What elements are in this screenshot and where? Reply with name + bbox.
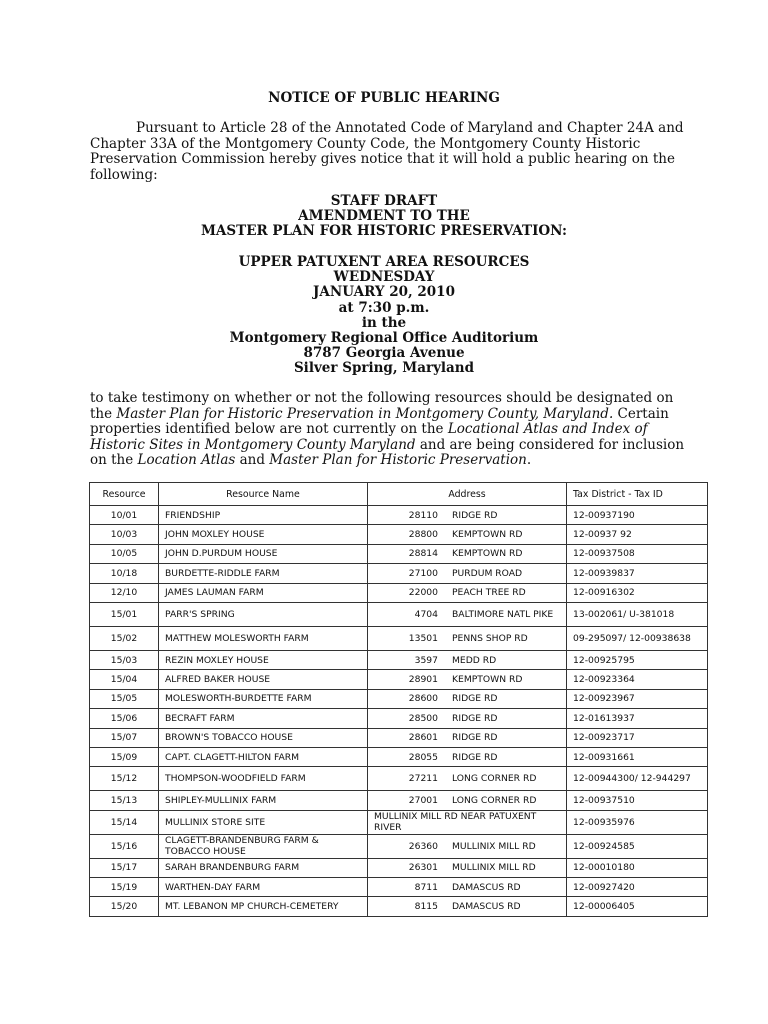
intro-paragraph (90, 121, 690, 183)
address-number: 4704 (414, 608, 438, 620)
address-number: 28814 (408, 548, 438, 560)
address-street: RIDGE RD (452, 693, 498, 705)
resource-name: ALFRED BAKER HOUSE (159, 670, 368, 689)
resource-id: 15/04 (90, 670, 159, 689)
address-wrap (374, 732, 560, 743)
table-row (90, 858, 708, 877)
resource-id: 15/03 (90, 650, 159, 669)
resource-address (368, 602, 567, 626)
address-number: 28110 (408, 509, 438, 521)
tax-id: 12-00937508 (567, 544, 708, 563)
address-street: BALTIMORE NATL PIKE (452, 608, 554, 620)
address-wrap (374, 713, 560, 724)
address-number: 28601 (408, 732, 438, 744)
address-wrap (374, 609, 560, 620)
resource-id: 12/10 (90, 583, 159, 602)
resource-name: JOHN MOXLEY HOUSE (159, 525, 368, 544)
resource-address (368, 834, 567, 858)
tax-id: 12-00924585 (567, 834, 708, 858)
resource-id: 15/14 (90, 810, 159, 834)
resource-address (368, 583, 567, 602)
address-number: 27100 (408, 567, 438, 579)
table-row (90, 834, 708, 858)
heading-line: STAFF DRAFT (330, 193, 438, 209)
address-number: 26301 (408, 862, 438, 874)
address-number: 28500 (408, 712, 438, 724)
address-number: 3597 (414, 654, 438, 666)
resource-name: REZIN MOXLEY HOUSE (159, 650, 368, 669)
resource-address (368, 810, 567, 834)
resource-address (368, 878, 567, 897)
address-number: 26360 (408, 840, 438, 852)
tax-id: 12-00923967 (567, 689, 708, 708)
resource-name: MULLINIX STORE SITE (159, 810, 368, 834)
testimony-text: . (526, 452, 532, 468)
address-street: LONG CORNER RD (452, 794, 537, 806)
tax-id: 12-00937190 (567, 506, 708, 525)
hearing-line: in the (361, 314, 407, 331)
tax-id: 12-00944300/ 12-944297 (567, 767, 708, 791)
testimony-text: and are being considered for inclusion on the (90, 436, 685, 468)
address-street: PURDUM ROAD (452, 567, 523, 579)
address-wrap (374, 901, 560, 912)
resource-address (368, 728, 567, 747)
table-row (90, 602, 708, 626)
address-number: 8115 (414, 901, 438, 913)
address-street: DAMASCUS RD (452, 901, 521, 913)
intro-text: Pursuant to Article 28 of the Annotated Code of Maryland and Chapter 24A and Chapter 33A of the Montgomery County Code, the Montgomery County Historic Preservation Commission hereby gives notice that it will hold a public hearing on the following: (90, 120, 684, 183)
resource-name: MOLESWORTH-BURDETTE FARM (159, 689, 368, 708)
resource-id: 15/12 (90, 767, 159, 791)
resource-address (368, 747, 567, 766)
resource-id: 15/17 (90, 858, 159, 877)
address-wrap (374, 795, 560, 806)
address-number: 8711 (414, 881, 438, 893)
address-wrap (374, 773, 560, 784)
resource-id: 10/18 (90, 564, 159, 583)
table-row (90, 689, 708, 708)
tax-id: 12-00927420 (567, 878, 708, 897)
resource-id: 10/05 (90, 544, 159, 563)
heading-line: MASTER PLAN FOR HISTORIC PRESERVATION: (200, 223, 567, 240)
resource-address (368, 506, 567, 525)
resource-address (368, 564, 567, 583)
table-row (90, 525, 708, 544)
tax-id: 12-00935976 (567, 810, 708, 834)
resource-name: WARTHEN-DAY FARM (159, 878, 368, 897)
table-row (90, 878, 708, 897)
address-wrap (374, 752, 560, 763)
testimony-italic: Master Plan for Historic Preservation in Montgomery County, Maryland. (116, 405, 614, 422)
address-wrap (374, 693, 560, 704)
resource-name: BROWN'S TOBACCO HOUSE (159, 728, 368, 747)
resource-address (368, 544, 567, 563)
resource-address (368, 689, 567, 708)
address-number: 27001 (408, 794, 438, 806)
resource-name: BECRAFT FARM (159, 709, 368, 728)
address-wrap (374, 548, 560, 559)
hearing-date: JANUARY 20, 2010 (313, 284, 455, 301)
testimony-text: to take testimony on whether or not the following resources should be designated on the (90, 390, 674, 422)
address-street: KEMPTOWN RD (452, 674, 523, 686)
tax-id: 12-00937 92 (567, 525, 708, 544)
resource-id: 15/16 (90, 834, 159, 858)
table-row (90, 728, 708, 747)
table-row (90, 506, 708, 525)
resource-id: 15/09 (90, 747, 159, 766)
tax-id: 12-00916302 (567, 583, 708, 602)
address-number: 28901 (408, 674, 438, 686)
table-row (90, 670, 708, 689)
address-street: RIDGE RD (452, 751, 498, 763)
address-street: RIDGE RD (452, 712, 498, 724)
address-street: KEMPTOWN RD (452, 548, 523, 560)
resource-name: SARAH BRANDENBURG FARM (159, 858, 368, 877)
address-wrap (374, 862, 560, 873)
table-row (90, 810, 708, 834)
table-body (90, 506, 708, 917)
resource-name: PARR'S SPRING (159, 602, 368, 626)
address-wrap (374, 811, 560, 833)
address-street: KEMPTOWN RD (452, 529, 523, 541)
address-wrap (374, 633, 560, 644)
table-row (90, 897, 708, 916)
address-street: RIDGE RD (452, 509, 498, 521)
hearing-address: 8787 Georgia Avenue (303, 345, 465, 362)
resource-name: SHIPLEY-MULLINIX FARM (159, 791, 368, 810)
address-wrap (374, 882, 560, 893)
hearing-venue: Montgomery Regional Office Auditorium (229, 330, 539, 347)
tax-id: 12-00010180 (567, 858, 708, 877)
testimony-italic: Location Atlas (137, 452, 236, 468)
resource-id: 15/01 (90, 602, 159, 626)
resource-address (368, 709, 567, 728)
header-resource: Resource (90, 483, 159, 506)
address-street: MEDD RD (452, 654, 497, 666)
address-wrap (374, 529, 560, 540)
table-row (90, 544, 708, 563)
resource-address (368, 897, 567, 916)
table-row (90, 650, 708, 669)
hearing-line: UPPER PATUXENT AREA RESOURCES (238, 254, 530, 270)
table-header-row (90, 483, 708, 506)
address-street: PENNS SHOP RD (452, 632, 528, 644)
address-street: LONG CORNER RD (452, 773, 537, 785)
table-row (90, 564, 708, 583)
hearing-time: at 7:30 p.m. (338, 299, 430, 316)
address-wrap (374, 841, 560, 852)
address-street: MULLINIX MILL RD (452, 862, 536, 874)
resource-address (368, 791, 567, 810)
tax-id: 12-00925795 (567, 650, 708, 669)
table-row (90, 709, 708, 728)
resource-address (368, 767, 567, 791)
tax-id: 12-00923717 (567, 728, 708, 747)
resource-name: CLAGETT-BRANDENBURG FARM & TOBACCO HOUSE (159, 834, 368, 858)
header-tax-id: Tax District - Tax ID (567, 483, 708, 506)
resource-name: THOMPSON-WOODFIELD FARM (159, 767, 368, 791)
hearing-city: Silver Spring, Maryland (293, 360, 475, 377)
resource-name: MT. LEBANON MP CHURCH-CEMETERY (159, 897, 368, 916)
address-number: 22000 (408, 587, 438, 599)
resource-id: 15/19 (90, 878, 159, 897)
resource-id: 10/01 (90, 506, 159, 525)
address-street: RIDGE RD (452, 732, 498, 744)
address-street: DAMASCUS RD (452, 881, 521, 893)
address-wrap (374, 568, 560, 579)
address-street: MULLINIX MILL RD NEAR PATUXENT RIVER (374, 811, 537, 834)
resource-name: JAMES LAUMAN FARM (159, 583, 368, 602)
header-resource-name: Resource Name (159, 483, 368, 506)
address-number: 28800 (408, 529, 438, 541)
tax-id: 12-01613937 (567, 709, 708, 728)
resource-id: 15/05 (90, 689, 159, 708)
resource-name: MATTHEW MOLESWORTH FARM (159, 626, 368, 650)
address-number: 28600 (408, 693, 438, 705)
address-number: 28055 (408, 751, 438, 763)
address-wrap (374, 510, 560, 521)
resource-id: 10/03 (90, 525, 159, 544)
tax-id: 12-00937510 (567, 791, 708, 810)
resources-table (89, 482, 708, 917)
table-row (90, 747, 708, 766)
page-title: NOTICE OF PUBLIC HEARING (268, 90, 500, 106)
testimony-paragraph (90, 391, 690, 469)
tax-id: 12-00939837 (567, 564, 708, 583)
testimony-text: and (235, 452, 270, 468)
address-wrap (374, 587, 560, 598)
resource-id: 15/06 (90, 709, 159, 728)
amendment-heading (0, 194, 768, 240)
address-wrap (374, 655, 560, 666)
table-row (90, 583, 708, 602)
tax-id: 13-002061/ U-381018 (567, 602, 708, 626)
table-row (90, 626, 708, 650)
testimony-italic: Locational Atlas and Index of Historic Sites in Montgomery County Maryland (90, 421, 648, 453)
hearing-line: WEDNESDAY (333, 269, 435, 286)
address-wrap (374, 674, 560, 685)
table-row (90, 791, 708, 810)
resource-name: FRIENDSHIP (159, 506, 368, 525)
address-number: 13501 (408, 632, 438, 644)
header-address: Address (368, 483, 567, 506)
testimony-italic: Master Plan for Historic Preservation (269, 452, 527, 468)
tax-id: 12-00006405 (567, 897, 708, 916)
address-street: PEACH TREE RD (452, 587, 526, 599)
hearing-details (0, 255, 768, 377)
resource-id: 15/02 (90, 626, 159, 650)
tax-id: 12-00923364 (567, 670, 708, 689)
resource-id: 15/07 (90, 728, 159, 747)
table-row (90, 767, 708, 791)
address-street: MULLINIX MILL RD (452, 840, 536, 852)
tax-id: 09-295097/ 12-00938638 (567, 626, 708, 650)
resource-address (368, 858, 567, 877)
heading-line: AMENDMENT TO THE (298, 208, 470, 225)
resource-id: 15/20 (90, 897, 159, 916)
resource-name: JOHN D.PURDUM HOUSE (159, 544, 368, 563)
resource-name: BURDETTE-RIDDLE FARM (159, 564, 368, 583)
resource-address (368, 626, 567, 650)
resource-address (368, 650, 567, 669)
resource-name: CAPT. CLAGETT-HILTON FARM (159, 747, 368, 766)
resource-address (368, 525, 567, 544)
resource-id: 15/13 (90, 791, 159, 810)
testimony-text: Certain properties identified below are not currently on the (90, 405, 669, 437)
address-number: 27211 (408, 773, 438, 785)
resource-address (368, 670, 567, 689)
tax-id: 12-00931661 (567, 747, 708, 766)
